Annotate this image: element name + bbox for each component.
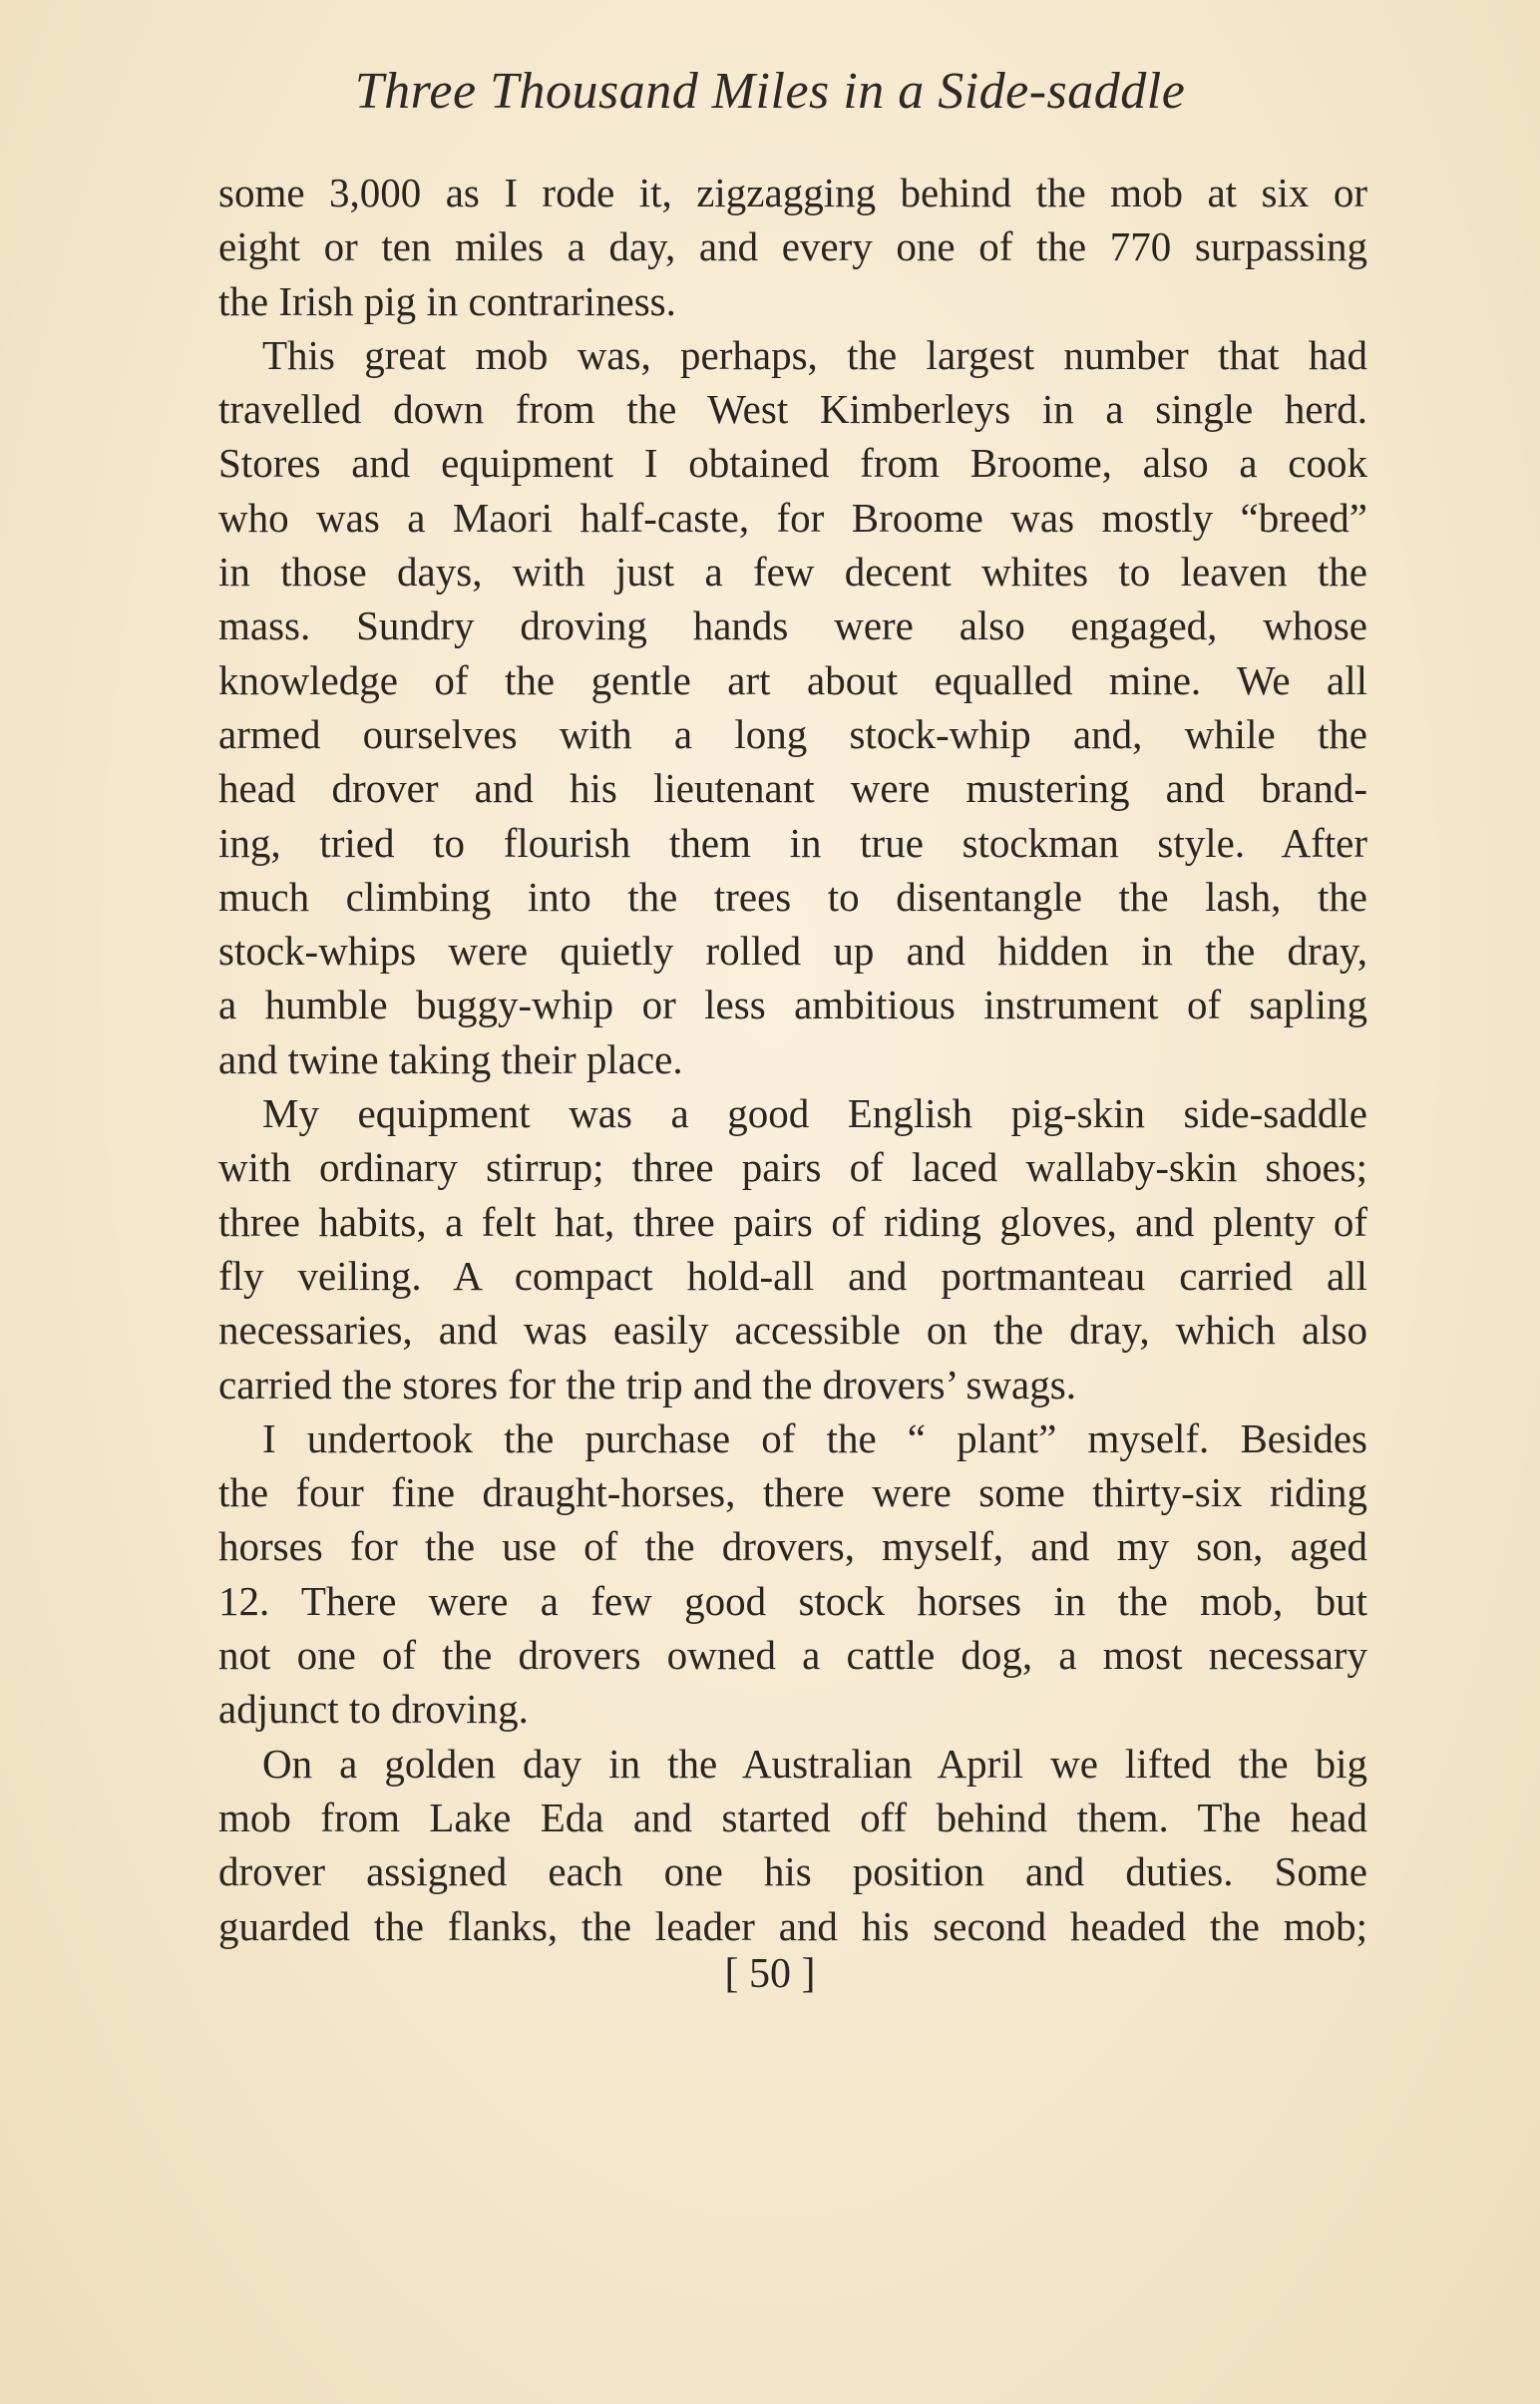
text-line: ing, tried to flourish them in true stockman style. After xyxy=(218,819,1367,866)
text-line: necessaries, and was easily accessible on the dray, which also xyxy=(218,1307,1367,1354)
paragraph xyxy=(218,1086,1367,1411)
text-line: head drover and his lieutenant were mustering and brand- xyxy=(218,765,1367,812)
text-line: horses for the use of the drovers, myself, and my son, aged xyxy=(218,1523,1367,1570)
text-line: adjunct to droving. xyxy=(218,1686,529,1733)
paragraph xyxy=(218,1411,1367,1737)
text-line: armed ourselves with a long stock-whip and, while the xyxy=(218,710,1367,757)
text-line: guarded the flanks, the leader and his second headed the mob; xyxy=(218,1902,1367,1949)
page-number: [ 50 ] xyxy=(724,1951,816,1997)
text-line: in those days, with just a few decent whites to leaven the xyxy=(218,549,1367,596)
text-line: knowledge of the gentle art about equalled mine. We all xyxy=(218,656,1367,703)
text-line: mass. Sundry droving hands were also engaged, whose xyxy=(218,602,1367,649)
text-line: mob from Lake Eda and started off behind them. The head xyxy=(218,1794,1367,1840)
text-line: 12. There were a few good stock horses in the mob, but xyxy=(218,1577,1367,1624)
text-line: My equipment was a good English pig-skin side-saddle xyxy=(262,1090,1367,1137)
text-line: carried the stores for the trip and the drovers’ swags. xyxy=(218,1361,1076,1407)
text-line: eight or ten miles a day, and every one of the 770 surpassing xyxy=(218,223,1367,270)
text-line: who was a Maori half-caste, for Broome was mostly “breed” xyxy=(218,494,1367,541)
running-head: Three Thousand Miles in a Side-saddle xyxy=(354,63,1186,120)
text-line: This great mob was, perhaps, the largest number that had xyxy=(262,331,1367,378)
text-line: and twine taking their place. xyxy=(218,1035,683,1082)
text-line: Stores and equipment I obtained from Broome, also a cook xyxy=(218,440,1367,487)
text-line: drover assigned each one his position and duties. Some xyxy=(218,1848,1367,1895)
text-line: stock-whips were quietly rolled up and hidden in the dray, xyxy=(218,928,1367,975)
text-line: fly veiling. A compact hold-all and portmanteau carried all xyxy=(218,1252,1367,1299)
text-line: some 3,000 as I rode it, zigzagging behind the mob at six or xyxy=(218,170,1367,215)
text-line: On a golden day in the Australian April we lifted the big xyxy=(262,1740,1367,1787)
text-line: three habits, a felt hat, three pairs of riding gloves, and plenty of xyxy=(218,1198,1367,1245)
text-line: not one of the drovers owned a cattle dog, a most necessary xyxy=(218,1632,1367,1679)
text-line: the Irish pig in contrariness. xyxy=(218,277,676,324)
text-line: much climbing into the trees to disentangle the lash, the xyxy=(218,873,1367,920)
paragraph xyxy=(218,166,1367,328)
text-line: a humble buggy-whip or less ambitious instrument of sapling xyxy=(218,982,1367,1028)
body-text xyxy=(218,166,1367,1953)
text-line: with ordinary stirrup; three pairs of laced wallaby-skin shoes; xyxy=(218,1144,1367,1191)
text-line: the four fine draught-horses, there were some thirty-six riding xyxy=(218,1469,1367,1516)
text-line: travelled down from the West Kimberleys in a single herd. xyxy=(218,386,1367,433)
text-line: I undertook the purchase of the “ plant” myself. Besides xyxy=(262,1414,1367,1461)
paragraph xyxy=(218,328,1367,1086)
paragraph xyxy=(218,1737,1367,1953)
